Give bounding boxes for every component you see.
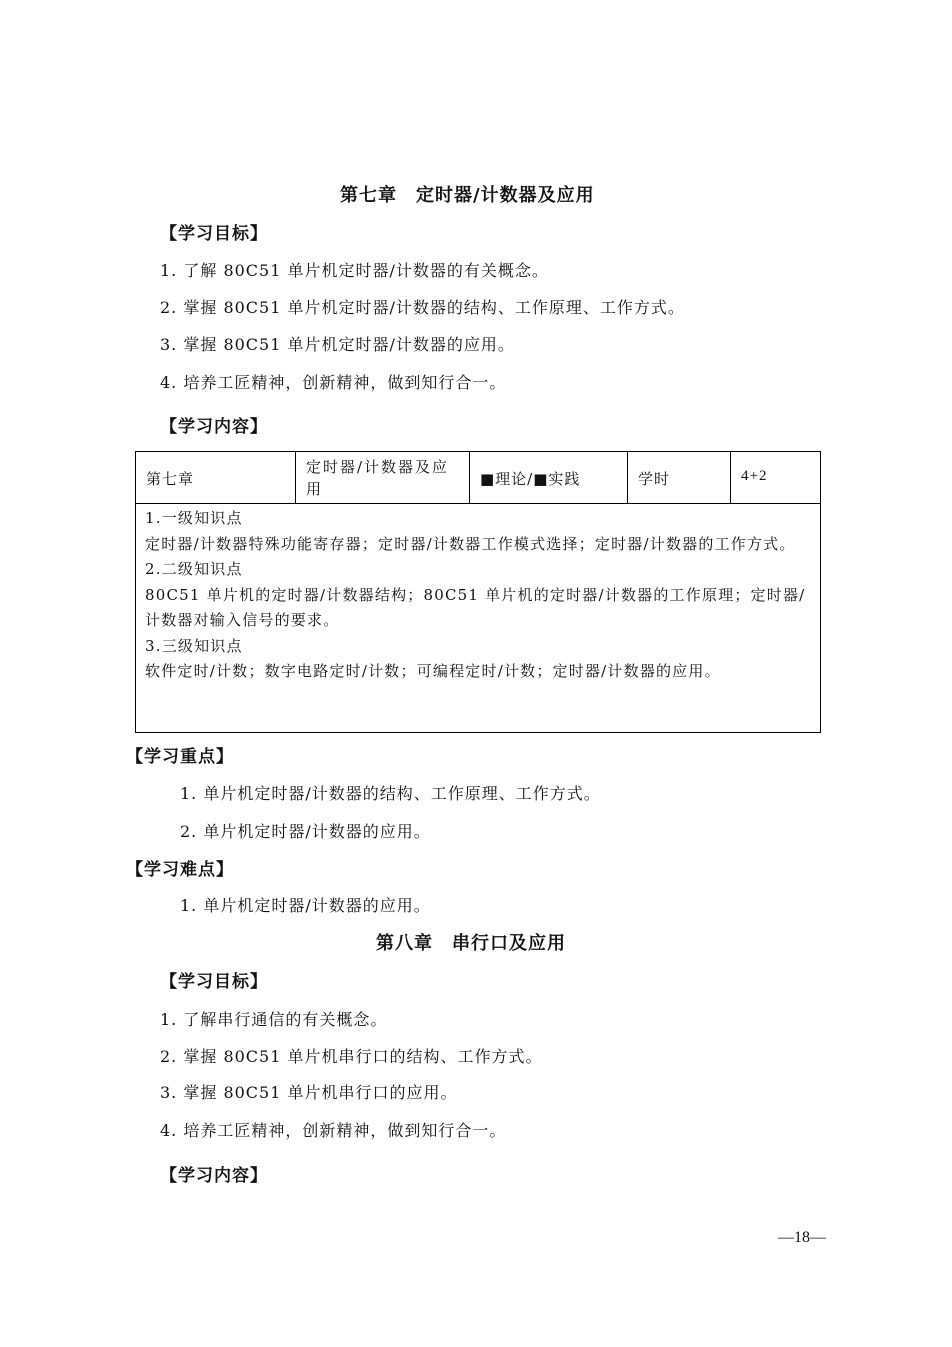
table-chapter: 第七章: [146, 470, 195, 488]
level1-text: 定时器/计数器特殊功能寄存器；定时器/计数器工作模式选择；定时器/计数器的工作方式。: [145, 534, 796, 553]
chapter8-objectives-heading: 【学习目标】: [160, 972, 268, 992]
level2-label: 2.二级知识点: [145, 560, 243, 578]
level3-label: 3.三级知识点: [145, 636, 243, 655]
chapter7-key-points-heading: 【学习重点】: [126, 747, 234, 767]
chapter8-objective-2: 2. 掌握 80C51 单片机串行口的结构、工作方式。: [160, 1047, 543, 1066]
table-cell-topic: [296, 452, 470, 503]
table-cell-type: [470, 452, 628, 503]
chapter7-difficulty-1: 1. 单片机定时器/计数器的应用。: [180, 896, 431, 915]
page-number: —18—: [778, 1229, 826, 1246]
chapter8-objective-4: 4. 培养工匠精神，创新精神，做到知行合一。: [160, 1121, 507, 1140]
chapter7-objective-1: 1. 了解 80C51 单片机定时器/计数器的有关概念。: [160, 261, 549, 280]
chapter7-objective-2: 2. 掌握 80C51 单片机定时器/计数器的结构、工作原理、工作方式。: [160, 298, 685, 317]
table-hours: 4+2: [741, 468, 768, 484]
chapter7-content-heading: 【学习内容】: [160, 417, 268, 437]
level2-text: 80C51 单片机的定时器/计数器结构；80C51 单片机的定时器/计数器的工作原理；定时器/计数器对输入信号的要求。: [145, 585, 806, 629]
content-table: [135, 451, 821, 733]
chapter7-objective-3: 3. 掌握 80C51 单片机定时器/计数器的应用。: [160, 335, 515, 354]
chapter7-objective-4: 4. 培养工匠精神，创新精神，做到知行合一。: [160, 373, 507, 392]
chapter8-content-heading: 【学习内容】: [160, 1166, 268, 1186]
chapter7-title: 第七章 定时器/计数器及应用: [340, 185, 595, 206]
table-type: ■理论/■实践: [480, 470, 581, 488]
table-hours-label: 学时: [638, 470, 671, 488]
chapter7-key-point-1: 1. 单片机定时器/计数器的结构、工作原理、工作方式。: [180, 784, 601, 803]
table-topic: 定时器/计数器及应用: [306, 458, 450, 498]
chapter8-objective-1: 1. 了解串行通信的有关概念。: [160, 1010, 388, 1029]
table-body: [145, 506, 813, 685]
table-header-row: [136, 452, 820, 504]
chapter7-key-point-2: 2. 单片机定时器/计数器的应用。: [180, 822, 431, 841]
chapter7-objectives-heading: 【学习目标】: [160, 224, 268, 244]
table-cell-chapter: [136, 452, 296, 503]
level1-label: 1.一级知识点: [145, 509, 243, 527]
chapter7-difficulties-heading: 【学习难点】: [126, 860, 234, 880]
table-cell-hours: [731, 452, 820, 503]
level3-text: 软件定时/计数；数字电路定时/计数；可编程定时/计数；定时器/计数器的应用。: [145, 662, 721, 680]
table-cell-hours-label: [628, 452, 731, 503]
chapter8-title: 第八章 串行口及应用: [376, 933, 566, 954]
chapter8-objective-3: 3. 掌握 80C51 单片机串行口的应用。: [160, 1083, 458, 1102]
